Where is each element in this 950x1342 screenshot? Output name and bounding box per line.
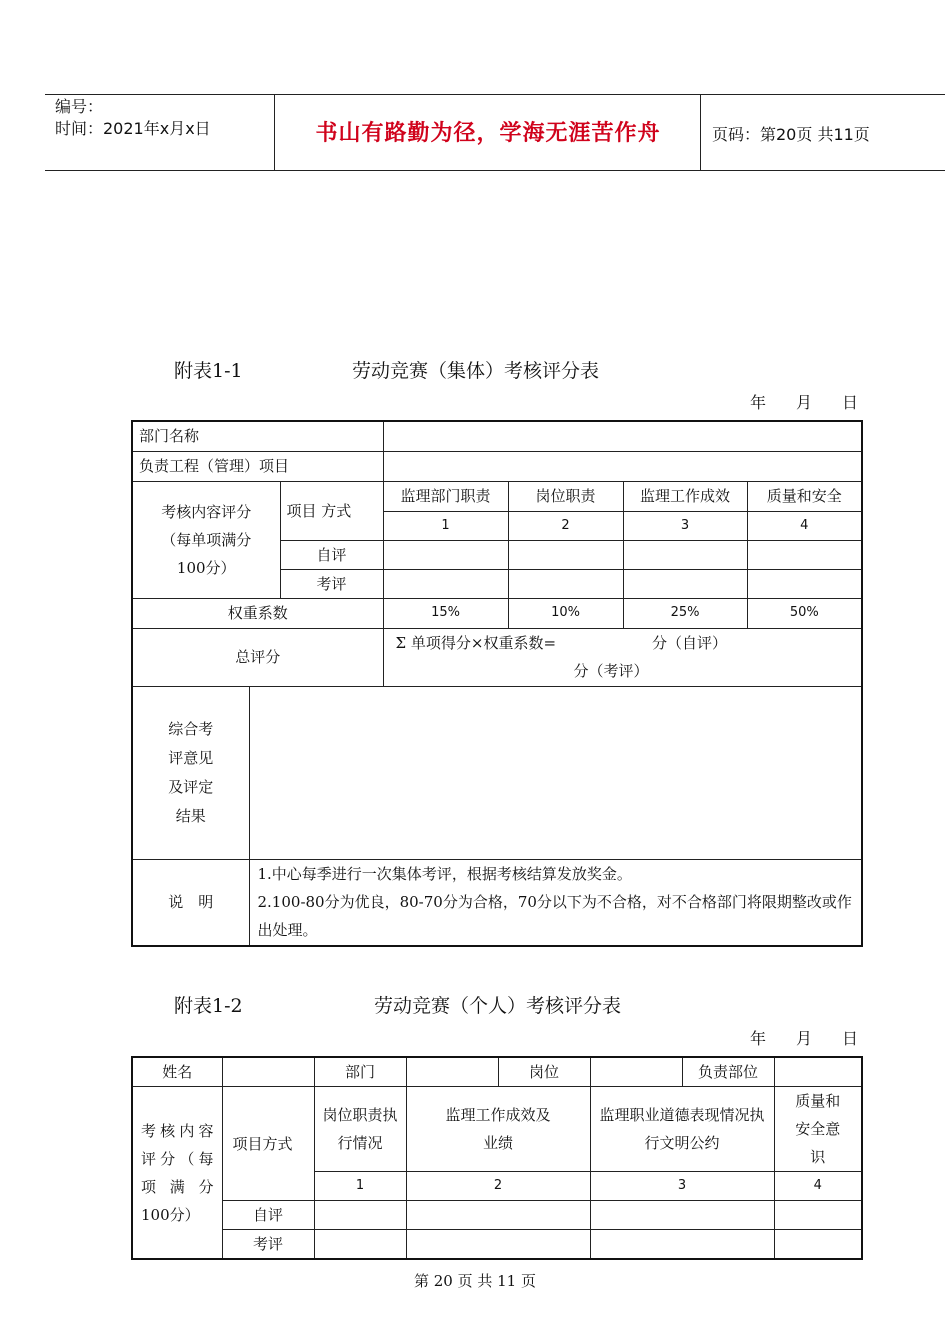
dept-value-cell[interactable] — [406, 1057, 498, 1087]
header-divider — [274, 95, 275, 170]
table2-prefix: 附表1-2 — [174, 995, 243, 1017]
item-number: 3 — [590, 1172, 774, 1201]
item-header: 监理部门职责 — [383, 481, 508, 511]
content-label: 考核内容评分（每单项满分100分） — [132, 481, 280, 598]
project-label: 负责工程（管理）项目 — [132, 451, 383, 481]
item-number: 4 — [774, 1172, 862, 1201]
item-header: 监理职业道德表现情况执行文明公约 — [590, 1087, 774, 1172]
total-formula: Σ 单项得分×权重系数= — [395, 634, 557, 652]
total-review: 分（考评） — [573, 662, 649, 680]
note-line: 1.中心每季进行一次集体考评，根据考核结算发放奖金。 — [257, 865, 632, 884]
method-label: 项目 方式 — [280, 481, 383, 540]
resp-label: 负责部位 — [682, 1057, 774, 1087]
score-cell[interactable] — [774, 1230, 862, 1260]
score-cell[interactable] — [623, 569, 747, 598]
item-header: 质量和安全 — [747, 481, 862, 511]
total-formula-cell — [383, 628, 862, 686]
header-divider — [700, 95, 701, 170]
score-cell[interactable] — [747, 569, 862, 598]
dept-label: 部门名称 — [132, 421, 383, 451]
resp-value-cell[interactable] — [774, 1057, 862, 1087]
item-number: 2 — [508, 511, 623, 540]
date-year: 年 — [750, 1029, 767, 1048]
score-cell[interactable] — [406, 1201, 590, 1230]
opinion-value-cell[interactable] — [249, 686, 862, 859]
motto: 书山有路勤为径，学海无涯苦作舟 — [315, 120, 661, 146]
item-header: 监理工作成效及业绩 — [406, 1087, 590, 1172]
date-month: 月 — [796, 1029, 813, 1048]
score-cell[interactable] — [314, 1201, 406, 1230]
date-day: 日 — [842, 393, 859, 412]
score-cell[interactable] — [623, 540, 747, 569]
item-header: 质量和安全意识 — [774, 1087, 862, 1172]
opinion-label: 综合考评意见及评定结果 — [168, 719, 214, 825]
self-label: 自评 — [222, 1201, 314, 1230]
table1-prefix: 附表1-1 — [174, 360, 243, 382]
notes-label: 说 明 — [132, 859, 249, 946]
score-cell[interactable] — [383, 569, 508, 598]
post-value-cell[interactable] — [590, 1057, 682, 1087]
item-number: 3 — [623, 511, 747, 540]
number-label: 编号： — [55, 97, 104, 116]
weight-value: 50% — [747, 598, 862, 628]
header-top-rule — [45, 94, 945, 95]
item-number: 1 — [314, 1172, 406, 1201]
self-label: 自评 — [280, 540, 383, 569]
score-cell[interactable] — [774, 1201, 862, 1230]
score-cell[interactable] — [406, 1230, 590, 1260]
total-label: 总评分 — [132, 628, 383, 686]
header-meta — [55, 96, 211, 140]
post-label: 岗位 — [498, 1057, 590, 1087]
item-header: 岗位职责执行情况 — [314, 1087, 406, 1172]
score-cell[interactable] — [747, 540, 862, 569]
score-cell[interactable] — [314, 1230, 406, 1260]
table2 — [131, 1056, 863, 1260]
table2-title: 劳动竞赛（个人）考核评分表 — [374, 995, 622, 1017]
dept-label: 部门 — [314, 1057, 406, 1087]
item-number: 2 — [406, 1172, 590, 1201]
score-cell[interactable] — [508, 540, 623, 569]
page-info: 页码：第20页 共11页 — [712, 125, 870, 144]
page-footer: 第 20 页 共 11 页 — [413, 1272, 536, 1290]
table1 — [131, 420, 863, 947]
item-number: 1 — [383, 511, 508, 540]
weight-label: 权重系数 — [132, 598, 383, 628]
item-number: 4 — [747, 511, 862, 540]
weight-value: 25% — [623, 598, 747, 628]
project-value-cell[interactable] — [383, 451, 862, 481]
total-self: 分（自评） — [652, 634, 728, 652]
dept-value-cell[interactable] — [383, 421, 862, 451]
weight-value: 15% — [383, 598, 508, 628]
opinion-label-cell — [132, 686, 249, 859]
date-day: 日 — [842, 1029, 859, 1048]
date-month: 月 — [796, 393, 813, 412]
table2-date — [720, 1026, 858, 1049]
item-header: 监理工作成效 — [623, 481, 747, 511]
time-label: 时间：2021年x月x日 — [55, 119, 211, 138]
review-label: 考评 — [280, 569, 383, 598]
item-header: 岗位职责 — [508, 481, 623, 511]
weight-value: 10% — [508, 598, 623, 628]
note-line: 2.100-80分为优良，80-70分为合格，70分以下为不合格，对不合格部门将限期整改或作出处理。 — [257, 893, 852, 940]
review-label: 考评 — [222, 1230, 314, 1260]
name-label: 姓名 — [132, 1057, 222, 1087]
table1-title: 劳动竞赛（集体）考核评分表 — [352, 360, 600, 382]
score-cell[interactable] — [590, 1230, 774, 1260]
score-cell[interactable] — [508, 569, 623, 598]
name-value-cell[interactable] — [222, 1057, 314, 1087]
table1-date — [720, 390, 858, 413]
score-cell[interactable] — [383, 540, 508, 569]
header-bottom-rule — [45, 170, 945, 171]
method-label: 项目方式 — [222, 1087, 314, 1201]
notes-cell — [249, 859, 862, 946]
date-year: 年 — [750, 393, 767, 412]
score-cell[interactable] — [590, 1201, 774, 1230]
content-label: 考核内容评分（每项满分100分） — [132, 1087, 222, 1260]
